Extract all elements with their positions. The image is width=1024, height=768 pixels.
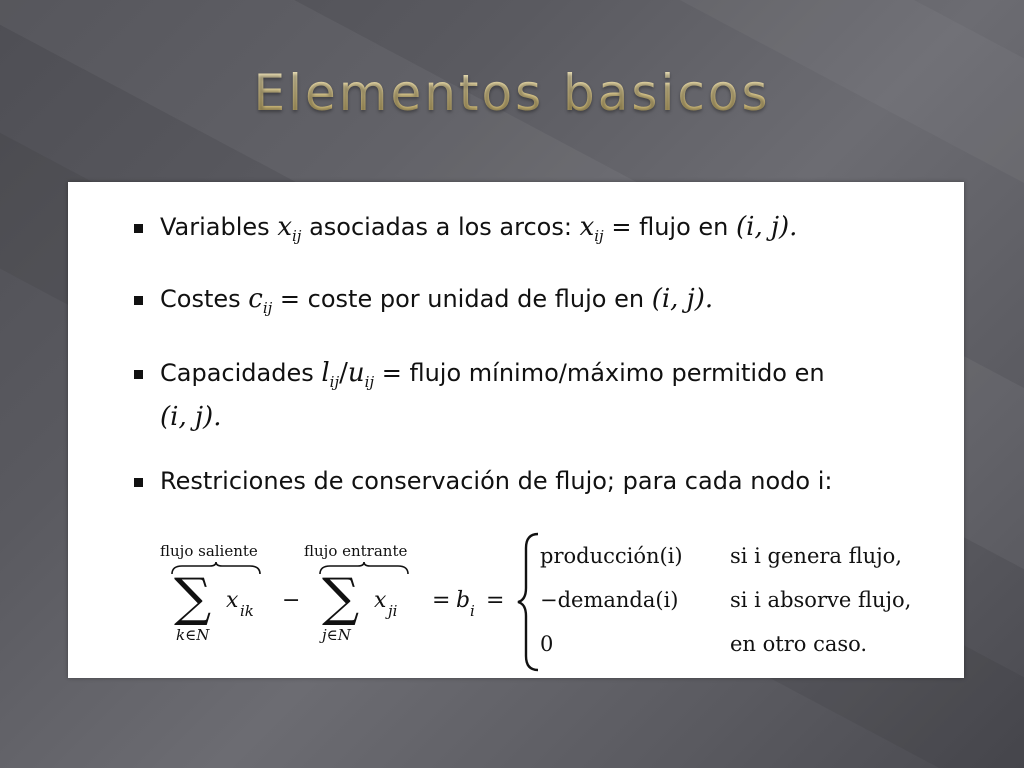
- sigma-inflow: ∑: [322, 568, 360, 628]
- minus-sign: −: [282, 588, 301, 613]
- bullet-text: Restriciones de conservación de flujo; para cada nodo i:: [160, 467, 833, 495]
- bullet-marker: [134, 478, 143, 487]
- math-slash: /: [339, 358, 348, 388]
- bullet-text: Costes: [160, 285, 249, 313]
- math-variable: x: [374, 588, 387, 613]
- case-condition: si i genera flujo,: [730, 544, 902, 568]
- conservation-equation: [156, 532, 956, 672]
- sum-index-inflow: j∈N: [322, 626, 351, 644]
- sigma-outflow: ∑: [174, 568, 212, 628]
- math-variable: x: [226, 588, 239, 613]
- label-flujo-saliente: flujo saliente: [160, 542, 258, 560]
- bullet-marker: [134, 370, 143, 379]
- math-variable: u: [347, 358, 365, 388]
- math-subscript: ik: [240, 602, 254, 620]
- math-variable: b: [456, 588, 471, 613]
- content-panel: [68, 182, 964, 678]
- case-value: producción(i): [540, 544, 683, 568]
- bullet-text: = coste por unidad de flujo en: [272, 285, 652, 313]
- bullet-text: Variables: [160, 213, 278, 241]
- equals-sign: =: [432, 588, 451, 613]
- bullet-text: = flujo mínimo/máximo permitido en: [374, 359, 825, 387]
- case-value: −demanda(i): [540, 588, 679, 612]
- bullet-marker: [134, 296, 143, 305]
- bullet-costes: [160, 284, 713, 323]
- sum-index-outflow: k∈N: [176, 626, 210, 644]
- case-value: 0: [540, 632, 554, 656]
- math-pair: (i, j).: [651, 284, 714, 314]
- bullet-text: Capacidades: [160, 359, 322, 387]
- bullet-capacidades-continuation: [160, 402, 221, 432]
- math-subscript: i: [470, 602, 475, 620]
- math-subscript: ij: [594, 227, 604, 245]
- math-pair: (i, j).: [735, 212, 798, 242]
- math-pair: (i, j).: [160, 402, 222, 432]
- math-variable: x: [579, 212, 595, 242]
- math-variable: x: [277, 212, 292, 242]
- bullet-text: = flujo en: [603, 213, 736, 241]
- cases-brace: [516, 532, 542, 672]
- slide-title: Elementos basicos: [0, 64, 1024, 122]
- equals-sign: =: [486, 588, 505, 613]
- label-flujo-entrante: flujo entrante: [304, 542, 408, 560]
- case-condition: en otro caso.: [730, 632, 868, 656]
- bullet-capacidades: [160, 358, 825, 397]
- case-condition: si i absorve flujo,: [730, 588, 912, 612]
- bullet-text: asociadas a los arcos:: [301, 213, 580, 241]
- math-subscript: ji: [388, 602, 398, 620]
- bullet-variables: [160, 212, 797, 251]
- bullet-marker: [134, 224, 143, 233]
- math-subscript: ij: [262, 299, 273, 317]
- math-variable: l: [321, 358, 330, 388]
- math-variable: c: [248, 284, 263, 314]
- math-subscript: ij: [364, 373, 375, 391]
- bullet-restricciones: [160, 466, 832, 496]
- math-subscript: ij: [291, 227, 302, 245]
- math-subscript: ij: [329, 373, 340, 391]
